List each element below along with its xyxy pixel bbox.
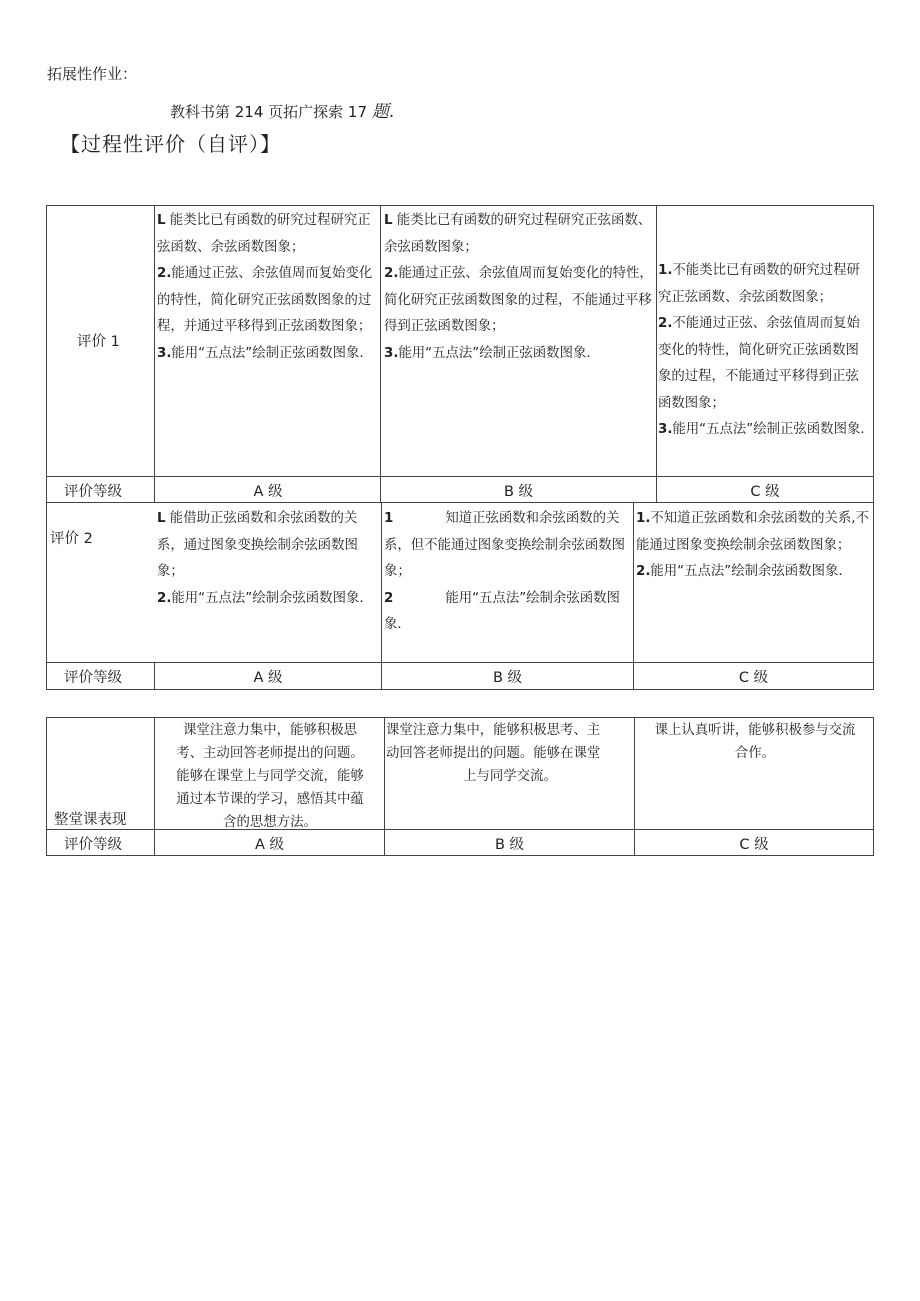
row1-level-a-criteria [157, 208, 382, 367]
row2-level-b-criteria [384, 506, 635, 639]
text-line: 考、主动回答老师提出的问题。 [176, 746, 364, 761]
criteria-text: 不能通过正弦、余弦值周而复始变化的特性，简化研究正弦函数图象的过程，不能通过平移得到正弦函数图象； [658, 316, 860, 411]
grade-c: C 级 [750, 484, 780, 500]
text-line: 动回答老师提出的问题。能够在课堂 [386, 746, 601, 761]
item-number: L [157, 213, 166, 228]
item-number: 2. [157, 590, 172, 606]
whole-class-label: 整堂课表现 [54, 812, 127, 828]
item-number: L [157, 511, 166, 526]
item-number: 2 [384, 590, 394, 606]
criteria-text: 能用“五点法”绘制余弦函数图象. [650, 564, 843, 579]
grade-a: A 级 [254, 837, 285, 853]
item-number: 2. [636, 564, 651, 579]
grade-label: 评价等级 [64, 670, 122, 686]
homework-text: 教科书第 214 页拓广探索 17 [170, 103, 368, 121]
grade-a: A 级 [253, 484, 283, 500]
row2-label: 评价 2 [50, 531, 93, 547]
whole-class-level-c [637, 719, 873, 765]
item-number: 1 [384, 511, 394, 526]
criteria-text: 能用“五点法”绘制正弦函数图象. [398, 345, 591, 361]
criteria-text: 能借助正弦函数和余弦函数的关系，通过图象变换绘制余弦函数图象； [157, 511, 358, 579]
item-number: 2. [658, 316, 673, 331]
text-line: 课上认真听讲，能够积极参与交流 [654, 723, 856, 738]
text-line: 课堂注意力集中，能够积极思考、主 [386, 723, 601, 738]
item-number: 3. [658, 422, 673, 437]
criteria-text: 能类比已有函数的研究过程研究正弦函数、余弦函数图象； [157, 213, 371, 255]
item-number: L [384, 213, 393, 228]
row2-level-c-criteria [636, 506, 873, 586]
grade-b: B 级 [503, 484, 534, 500]
row1-level-c-criteria [658, 258, 872, 444]
criteria-text: 能通过正弦、余弦值周而复始变化的特性，简化研究正弦函数图象的过程，不能通过平移得到正弦函数图象； [384, 266, 653, 334]
text-line: 课堂注意力集中，能够积极思 [182, 723, 358, 738]
criteria-text: 能类比已有函数的研究过程研究正弦函数、余弦函数图象； [384, 213, 652, 255]
section-title: 【过程性评价（自评）】 [60, 132, 281, 156]
text-line: 含的思想方法。 [223, 815, 317, 830]
grade-label: 评价等级 [64, 484, 122, 500]
text-line: 上与同学交流。 [463, 769, 557, 784]
grade-c: C 级 [739, 837, 769, 853]
row1-level-b-criteria [384, 208, 658, 367]
criteria-text: 知道正弦函数和余弦函数的关系，但不能通过图象变换绘制余弦函数图象； [384, 511, 626, 579]
grade-b: B 级 [492, 670, 523, 686]
homework-suffix: 题. [371, 102, 395, 122]
grade-a: A 级 [253, 670, 283, 686]
item-number: 2. [157, 266, 172, 281]
whole-class-level-b [386, 719, 634, 788]
row1-label: 评价 1 [77, 334, 120, 350]
homework-line [170, 97, 394, 122]
grade-label: 评价等级 [64, 837, 122, 853]
criteria-text: 能用“五点法”绘制余弦函数图象. [384, 590, 620, 632]
text-line: 能够在课堂上与同学交流，能够 [176, 769, 364, 784]
extension-homework-heading: 拓展性作业： [47, 65, 138, 83]
criteria-text: 不知道正弦函数和余弦函数的关系,不能通过图象变换绘制余弦函数图象； [636, 511, 869, 553]
grade-c: C 级 [738, 670, 769, 686]
criteria-text: 能用“五点法”绘制余弦函数图象. [171, 590, 364, 606]
row2-level-a-criteria [157, 506, 383, 612]
item-number: 1. [636, 511, 651, 526]
criteria-text: 能用“五点法”绘制正弦函数图象. [672, 422, 865, 437]
item-number: 3. [384, 345, 399, 361]
text-line: 合作。 [734, 746, 776, 761]
item-number: 1. [658, 263, 673, 278]
whole-class-level-a [156, 719, 384, 834]
criteria-text: 能通过正弦、余弦值周而复始变化的特性，简化研究正弦函数图象的过程，并通过平移得到正弦函数图象； [157, 266, 373, 334]
text-line: 通过本节课的学习，感悟其中蕴 [176, 792, 364, 807]
criteria-text: 不能类比已有函数的研究过程研究正弦函数、余弦函数图象； [658, 263, 860, 305]
criteria-text: 能用“五点法”绘制正弦函数图象. [171, 345, 364, 361]
item-number: 3. [157, 345, 172, 361]
grade-b: B 级 [494, 837, 525, 853]
item-number: 2. [384, 266, 399, 281]
